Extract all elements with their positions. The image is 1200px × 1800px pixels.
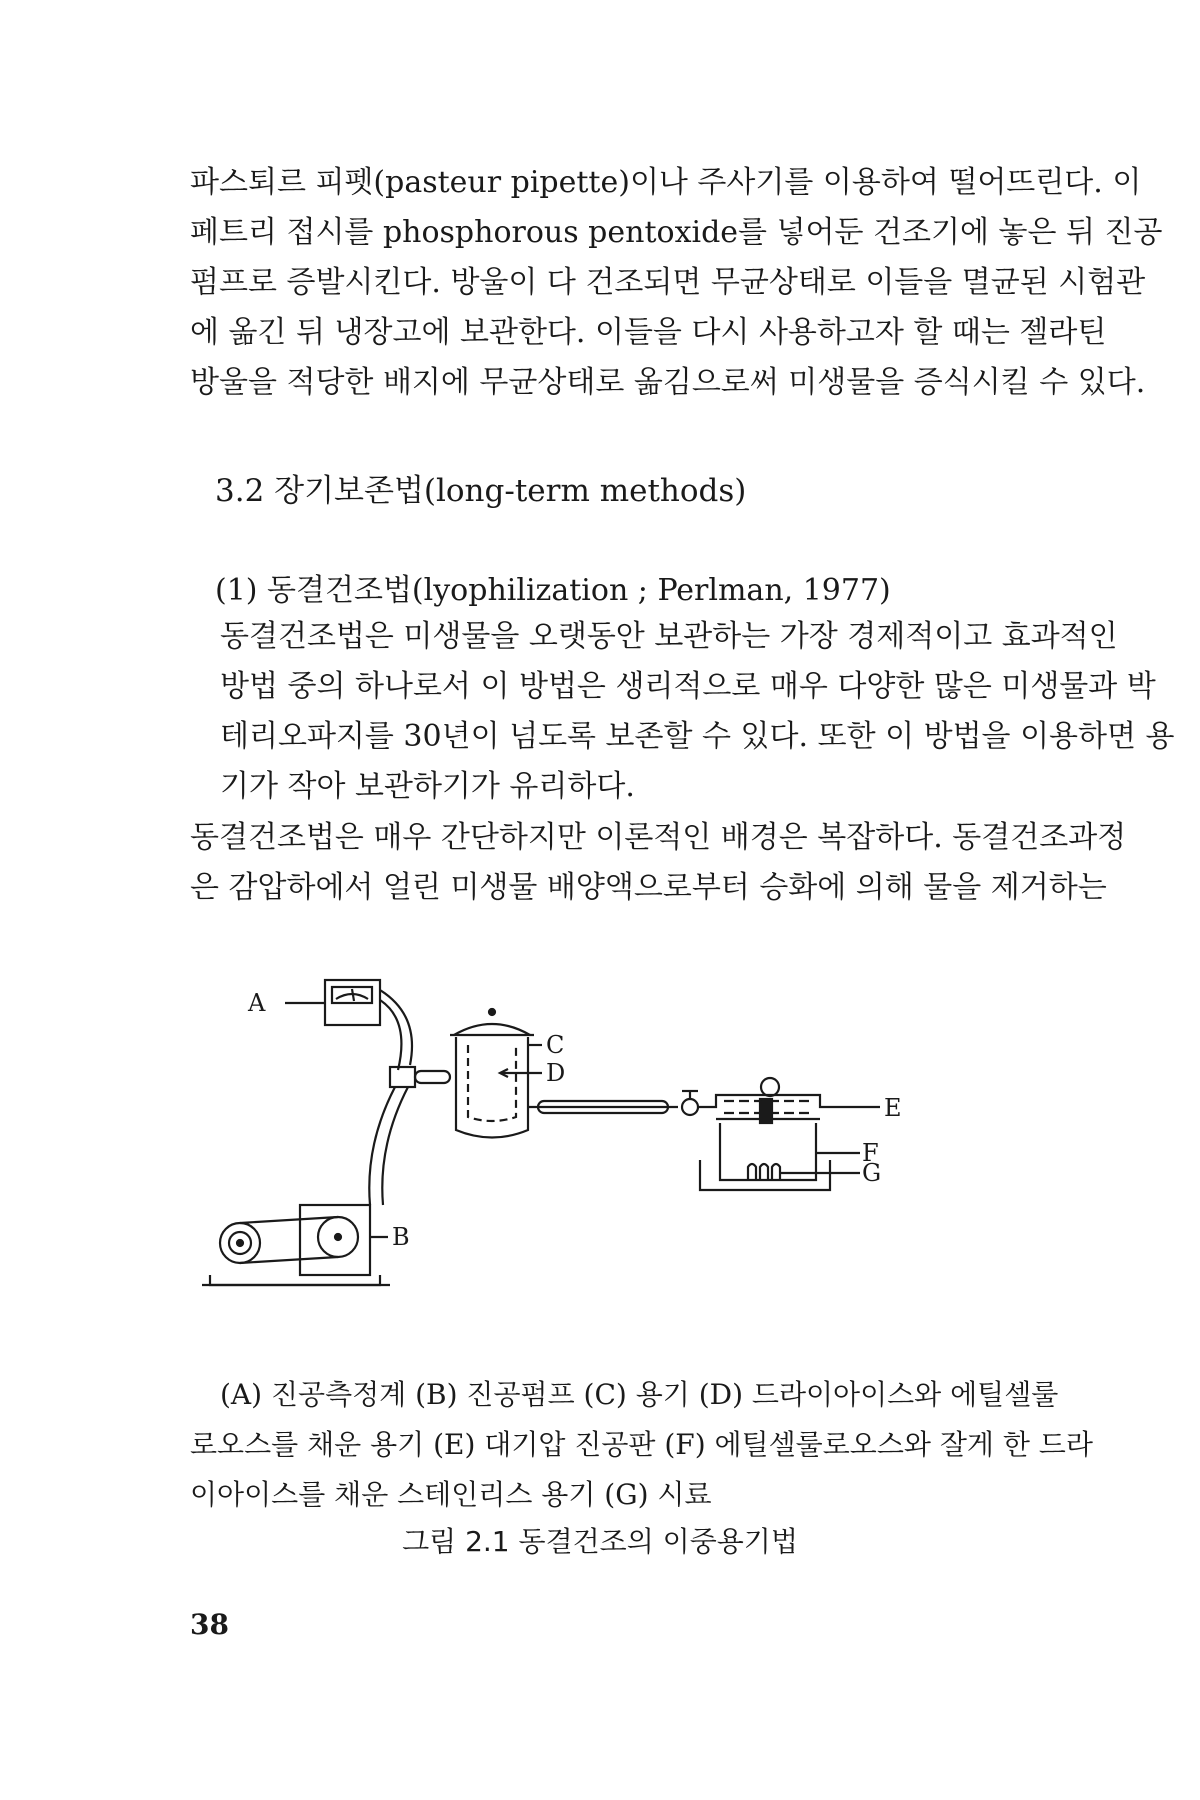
sub-heading: (1) 동결건조법(lyophilization ; Perlman, 1977): [215, 573, 891, 608]
paragraph-line: 은 감압하에서 얼린 미생물 배양액으로부터 승화에 의해 물을 제거하는: [190, 870, 1107, 905]
paragraph-line: 에 옮긴 뒤 냉장고에 보관한다. 이들을 다시 사용하고자 할 때는 젤라틴: [190, 315, 1107, 350]
paragraph-2: [190, 612, 1175, 812]
stainless-container: [700, 1123, 860, 1190]
paragraph-line: 페트리 접시를 phosphorous pentoxide를 넣어둔 건조기에 놓은 뒤 진공: [190, 215, 1163, 250]
paragraph-line: 기가 작아 보관하기가 유리하다.: [220, 769, 635, 804]
paragraph-3: [190, 813, 1127, 913]
caption-line: (A) 진공측정계 (B) 진공펌프 (C) 용기 (D) 드라이아이스와 에틸셀룰: [220, 1378, 1059, 1411]
paragraph-line: 방울을 적당한 배지에 무균상태로 옮김으로써 미생물을 증식시킬 수 있다.: [190, 365, 1146, 400]
vessel: [450, 1009, 542, 1138]
label-g: G: [862, 1159, 882, 1187]
valve: [682, 1099, 698, 1115]
hose-connector: [390, 1067, 415, 1087]
label-d: D: [546, 1059, 566, 1087]
label-c: C: [546, 1031, 565, 1059]
paragraph-line: 동결건조법은 미생물을 오랫동안 보관하는 가장 경제적이고 효과적인: [220, 619, 1118, 654]
figure-caption: [190, 1370, 1093, 1520]
vacuum-pump: [202, 1205, 390, 1285]
figure-title: 그림 2.1 동결건조의 이중용기법: [402, 1525, 798, 1558]
label-f: F: [862, 1139, 879, 1167]
paragraph-line: 동결건조법은 매우 간단하지만 이론적인 배경은 복잡하다. 동결건조과정: [190, 820, 1127, 855]
paragraph-1: [190, 158, 1163, 408]
vacuum-gauge: [285, 980, 380, 1025]
gauge-hose: [380, 990, 412, 1065]
freeze-drying-apparatus-figure: [220, 975, 1020, 1315]
label-e: E: [884, 1094, 902, 1122]
label-a: A: [248, 989, 266, 1017]
caption-line: 이아이스를 채운 스테인리스 용기 (G) 시료: [190, 1478, 712, 1511]
page-number: 38: [190, 1608, 229, 1641]
paragraph-line: 파스퇴르 피펫(pasteur pipette)이나 주사기를 이용하여 떨어뜨린다. 이: [190, 165, 1142, 200]
section-heading: 3.2 장기보존법(long-term methods): [215, 473, 747, 509]
paragraph-line: 방법 중의 하나로서 이 방법은 생리적으로 매우 다양한 많은 미생물과 박: [220, 669, 1156, 704]
caption-line: 로오스를 채운 용기 (E) 대기압 진공판 (F) 에틸셀룰로오스와 잘게 한 드라: [190, 1428, 1093, 1461]
paragraph-line: 펌프로 증발시킨다. 방울이 다 건조되면 무균상태로 이들을 멸균된 시험관: [190, 265, 1146, 300]
vacuum-chamber: [698, 1078, 880, 1123]
paragraph-line: 테리오파지를 30년이 넘도록 보존할 수 있다. 또한 이 방법을 이용하면 용: [220, 719, 1175, 754]
label-b: B: [392, 1223, 410, 1251]
